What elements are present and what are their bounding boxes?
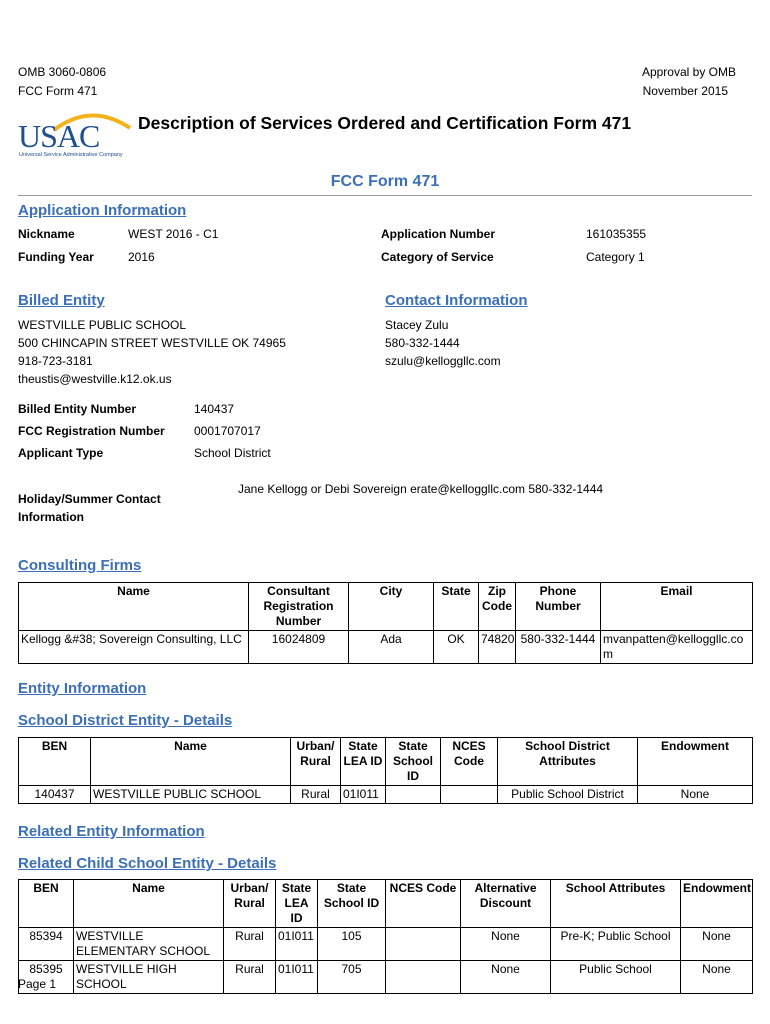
table-cell: WESTVILLE HIGH SCHOOL: [74, 961, 224, 994]
column-header: State School ID: [386, 738, 441, 786]
frn-value: 0001707017: [194, 424, 261, 438]
category-label: Category of Service: [381, 250, 494, 264]
column-header: NCES Code: [386, 880, 461, 928]
table-cell: OK: [434, 631, 479, 664]
table-row: [19, 786, 753, 804]
contact-phone: 580-332-1444: [385, 336, 460, 350]
table-cell: None: [638, 786, 753, 804]
billed-entity-heading: Billed Entity: [18, 292, 105, 309]
page-title: Description of Services Ordered and Certification Form 471: [138, 113, 632, 133]
table-cell: Public School: [551, 961, 681, 994]
related-entity-heading: Related Entity Information: [18, 823, 205, 840]
applicant-type-label: Applicant Type: [18, 446, 104, 460]
column-header: Email: [601, 583, 753, 631]
column-header: School Attributes: [551, 880, 681, 928]
form-subtitle: FCC Form 471: [330, 173, 440, 190]
table-cell: Pre-K; Public School: [551, 928, 681, 961]
category-value: Category 1: [586, 250, 645, 264]
column-header: State LEA ID: [341, 738, 386, 786]
table-cell: 85395: [19, 961, 74, 994]
column-header: Name: [74, 880, 224, 928]
contact-name: Stacey Zulu: [385, 318, 449, 332]
table-cell: 705: [318, 961, 386, 994]
column-header: Consultant Registration Number: [249, 583, 349, 631]
column-header: BEN: [19, 880, 74, 928]
table-row: [19, 631, 753, 664]
table-row: [19, 928, 753, 961]
table-cell: 105: [318, 928, 386, 961]
omb-approval-date: November 2015: [642, 84, 728, 98]
funding-year-label: Funding Year: [18, 250, 94, 264]
usac-logo: [16, 110, 136, 165]
logo-text: USAC: [18, 118, 100, 154]
ben-label: Billed Entity Number: [18, 402, 137, 416]
table-row: [19, 961, 753, 994]
billed-entity-name: WESTVILLE PUBLIC SCHOOL: [18, 318, 187, 332]
logo-subtext: Universal Service Administrative Company: [19, 152, 123, 158]
application-heading: Application Information: [18, 202, 187, 219]
table-cell: 140437: [19, 786, 91, 804]
table-cell: None: [681, 928, 753, 961]
table-cell: WESTVILLE ELEMENTARY SCHOOL: [74, 928, 224, 961]
applicant-type-value: School District: [194, 446, 271, 460]
column-header: BEN: [19, 738, 91, 786]
contact-heading: Contact Information: [385, 292, 528, 309]
application-number-value: 161035355: [586, 227, 647, 241]
entity-heading: Entity Information: [18, 680, 147, 697]
table-cell: [386, 961, 461, 994]
table-header-row: [19, 738, 753, 786]
ben-value: 140437: [194, 402, 235, 416]
contact-email: szulu@kelloggllc.com: [385, 354, 501, 368]
column-header: Alternative Discount: [461, 880, 551, 928]
table-cell: WESTVILLE PUBLIC SCHOOL: [91, 786, 291, 804]
omb-number: OMB 3060-0806: [18, 65, 107, 79]
billed-entity-phone: 918-723-3181: [18, 354, 93, 368]
table-cell: None: [461, 961, 551, 994]
table-cell: Rural: [224, 928, 276, 961]
billed-entity-address: 500 CHINCAPIN STREET WESTVILLE OK 74965: [18, 336, 286, 350]
column-header: Zip Code: [479, 583, 516, 631]
table-cell: Public School District: [498, 786, 638, 804]
table-cell: None: [461, 928, 551, 961]
consulting-table: [18, 582, 753, 664]
column-header: Endowment: [638, 738, 753, 786]
column-header: NCES Code: [441, 738, 498, 786]
table-cell: 85394: [19, 928, 74, 961]
child-entity-table: [18, 879, 753, 994]
table-cell: [386, 928, 461, 961]
column-header: Urban/ Rural: [291, 738, 341, 786]
table-header-row: [19, 583, 753, 631]
table-cell: Rural: [224, 961, 276, 994]
funding-year-value: 2016: [128, 250, 155, 264]
omb-approval: Approval by OMB: [641, 65, 736, 79]
table-cell: [386, 786, 441, 804]
form-number: FCC Form 471: [18, 84, 98, 98]
application-number-label: Application Number: [381, 227, 496, 241]
consulting-heading: Consulting Firms: [18, 557, 142, 574]
table-cell: 16024809: [249, 631, 349, 664]
table-cell: Rural: [291, 786, 341, 804]
table-cell: 580-332-1444: [516, 631, 601, 664]
table-cell: 74820: [479, 631, 516, 664]
column-header: Name: [91, 738, 291, 786]
column-header: State LEA ID: [276, 880, 318, 928]
table-cell: mvanpatten@kelloggllc.com: [601, 631, 753, 664]
holiday-contact-value: Jane Kellogg or Debi Sovereign erate@kelloggllc.com 580-332-1444: [238, 482, 604, 496]
column-header: School District Attributes: [498, 738, 638, 786]
nickname-label: Nickname: [18, 227, 75, 241]
table-cell: 01I011: [276, 961, 318, 994]
table-cell: Kellogg &#38; Sovereign Consulting, LLC: [19, 631, 249, 664]
table-cell: 01I011: [341, 786, 386, 804]
column-header: State: [434, 583, 479, 631]
child-entity-heading: Related Child School Entity - Details: [18, 855, 277, 872]
table-cell: [441, 786, 498, 804]
column-header: Phone Number: [516, 583, 601, 631]
table-header-row: [19, 880, 753, 928]
column-header: City: [349, 583, 434, 631]
district-table: [18, 737, 753, 804]
holiday-contact-label: Holiday/Summer Contact Information: [18, 492, 161, 524]
column-header: State School ID: [318, 880, 386, 928]
billed-entity-email: theustis@westville.k12.ok.us: [18, 372, 172, 386]
table-cell: 01I011: [276, 928, 318, 961]
column-header: Endowment: [681, 880, 753, 928]
column-header: Urban/ Rural: [224, 880, 276, 928]
district-heading: School District Entity - Details: [18, 712, 233, 729]
title-divider: [18, 195, 752, 196]
table-cell: Ada: [349, 631, 434, 664]
page-number: Page 1: [18, 977, 57, 991]
nickname-value: WEST 2016 - C1: [128, 227, 219, 241]
frn-label: FCC Registration Number: [18, 424, 165, 438]
table-cell: None: [681, 961, 753, 994]
column-header: Name: [19, 583, 249, 631]
